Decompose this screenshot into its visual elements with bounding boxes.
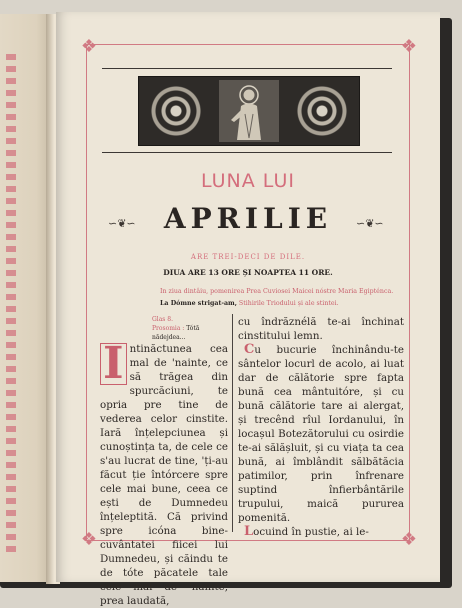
paragraph <box>238 343 404 525</box>
days-count: ARE TREI-DECI DE DILE. <box>190 253 306 261</box>
column-divider <box>232 314 233 532</box>
left-column <box>100 315 228 608</box>
glas-label: Glas 8. Prosomia : Tótă nădejdea... <box>152 316 200 341</box>
rubric-text: Stihirile Triodului și ale stintei. <box>238 300 339 307</box>
right-page <box>56 12 440 607</box>
drop-cap: I <box>100 343 127 385</box>
flower-ornament-icon <box>145 80 207 142</box>
flower-ornament-icon <box>291 80 353 142</box>
banner-rule <box>102 152 392 153</box>
left-page-border <box>6 54 16 554</box>
initial-letter: C <box>244 342 255 357</box>
christ-icon <box>219 80 279 142</box>
corner-ornament-icon: ❖ <box>400 529 418 550</box>
rubric-line-2 <box>160 300 420 307</box>
corner-ornament-icon: ❖ <box>400 36 418 57</box>
paragraph-continuation: cu îndrăznélă te-ai închinat cinstitului lemn. <box>238 316 404 342</box>
top-rule <box>102 68 392 69</box>
rubric-label: La Dómne strigat-am, <box>160 300 237 307</box>
title-aprilie: APRILIE <box>163 202 333 235</box>
day-hours: DIUA ARE 13 ORE ȘI NOAPTEA 11 ORE. <box>163 268 333 277</box>
paragraph-text: ntinăctunea cea mal de 'nainte, ce să trăgea din spurcăciuni, te opria pre tine de vederea celor cinstite. Iară înțelepciunea și cunoștința ta, de cele ce s'au lucrat de tine, 'ți-au făcut ție întórcere spre cele mai bune, ceea ce ești de Dumnedeu înțeleptită. Că privind spre icóna bine-cuvântatei fiicei lui Dumnedeu, și căindu te de tóte păcatele tale cele mai de 'nainte, prea laudată, <box>100 343 228 607</box>
initial-letter: L <box>244 524 254 539</box>
header-engraving <box>138 76 360 146</box>
prosomia-text: Tótă nădejdea... <box>152 325 200 341</box>
right-column <box>238 315 404 539</box>
prosomia-label: Prosomia : <box>152 325 185 332</box>
corner-ornament-icon: ❖ <box>80 36 98 57</box>
rubric-line-1: In ziua dintâiu, pomenirea Prea Cuviosei Maicei nóstre Maria Egipténca. <box>160 288 394 295</box>
left-page <box>0 14 52 582</box>
title-luna-lui: LUNA LUI <box>201 170 295 192</box>
scroll-ornament-right-icon: ∽❦∽ <box>356 217 384 230</box>
scroll-ornament-left-icon: ∽❦∽ <box>108 217 136 230</box>
paragraph <box>238 525 404 539</box>
paragraph-text: u bucurie închinându-te sântelor locurl de acolo, ai luat dar de călătorie spre fapta bună cea mântuitóre, și cu bună călătorie tare ai alergat, și trecênd rîul Iordanului, în locașul Botezătorului cu osirdie te-ai sălășluit, și cu viața ta cea bună, ai îmblândit sălbătăcia patimilor, prin înfrenare suptind înfierbântările trupului, maică pururea pomenită. <box>238 344 404 524</box>
paragraph <box>100 338 228 608</box>
corner-ornament-icon: ❖ <box>80 529 98 550</box>
paragraph-text: ocuind în pustie, ai le- <box>253 526 369 538</box>
